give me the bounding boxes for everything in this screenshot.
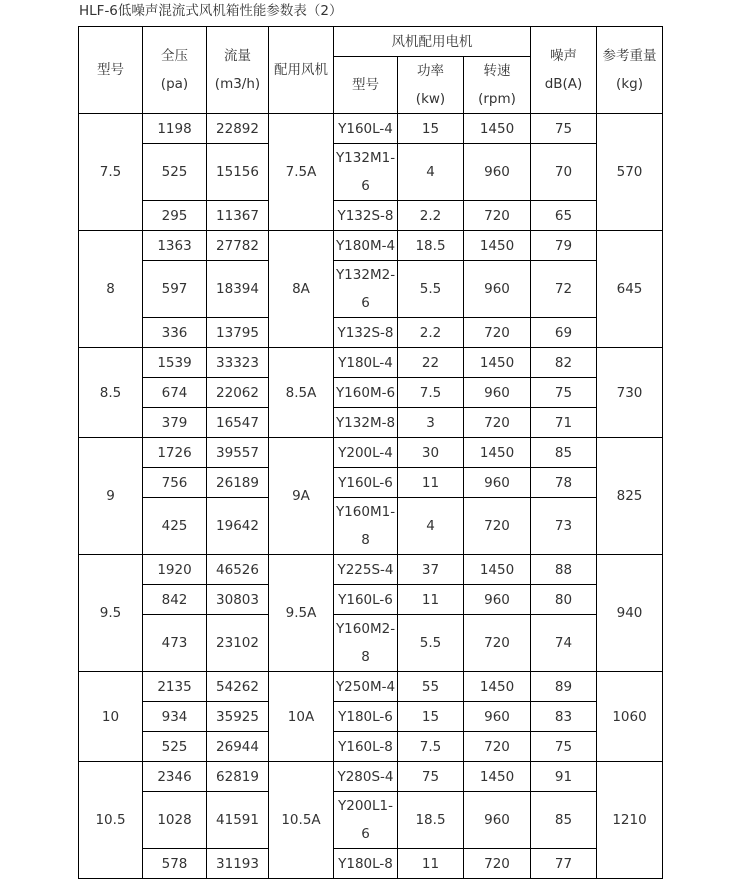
table-row — [79, 762, 663, 792]
cell-model: 10 — [79, 672, 143, 762]
cell-speed: 720 — [464, 408, 531, 438]
cell-pressure: 2346 — [143, 762, 207, 792]
cell-pressure: 1920 — [143, 555, 207, 585]
cell-motor-model: Y200L1-6 — [334, 792, 398, 849]
cell-fan: 8A — [269, 231, 334, 348]
cell-motor-model: Y180L-4 — [334, 348, 398, 378]
cell-speed: 720 — [464, 318, 531, 348]
header-fan: 配用风机 — [269, 27, 334, 114]
cell-flow: 19642 — [207, 498, 269, 555]
cell-fan: 10.5A — [269, 762, 334, 879]
cell-speed: 960 — [464, 792, 531, 849]
cell-noise: 79 — [531, 231, 597, 261]
cell-power: 11 — [398, 468, 464, 498]
cell-pressure: 336 — [143, 318, 207, 348]
cell-weight: 1210 — [597, 762, 663, 879]
table-row — [79, 672, 663, 702]
cell-speed: 960 — [464, 702, 531, 732]
cell-power: 11 — [398, 585, 464, 615]
cell-speed: 960 — [464, 261, 531, 318]
cell-power: 4 — [398, 144, 464, 201]
table-row — [79, 231, 663, 261]
header-speed: 转速 (rpm) — [464, 57, 531, 114]
cell-weight: 570 — [597, 114, 663, 231]
cell-speed: 720 — [464, 498, 531, 555]
page-title: HLF-6低噪声混流式风机箱性能参数表（2） — [79, 3, 343, 19]
table-row — [79, 378, 663, 408]
table-row — [79, 261, 663, 318]
cell-motor-model: Y160M2-8 — [334, 615, 398, 672]
cell-speed: 1450 — [464, 438, 531, 468]
cell-pressure: 1726 — [143, 438, 207, 468]
cell-speed: 1450 — [464, 672, 531, 702]
cell-motor-model: Y132M1-6 — [334, 144, 398, 201]
cell-power: 30 — [398, 438, 464, 468]
cell-flow: 18394 — [207, 261, 269, 318]
cell-motor-model: Y250M-4 — [334, 672, 398, 702]
cell-power: 5.5 — [398, 261, 464, 318]
table-row — [79, 849, 663, 879]
cell-noise: 85 — [531, 438, 597, 468]
table-row — [79, 114, 663, 144]
cell-speed: 720 — [464, 849, 531, 879]
cell-speed: 960 — [464, 468, 531, 498]
cell-noise: 75 — [531, 732, 597, 762]
cell-speed: 720 — [464, 201, 531, 231]
cell-flow: 33323 — [207, 348, 269, 378]
header-weight: 参考重量 (kg) — [597, 27, 663, 114]
table-row — [79, 318, 663, 348]
table-row — [79, 615, 663, 672]
table-row — [79, 555, 663, 585]
cell-motor-model: Y132M-8 — [334, 408, 398, 438]
cell-fan: 8.5A — [269, 348, 334, 438]
cell-motor-model: Y180M-4 — [334, 231, 398, 261]
header-motor-model: 型号 — [334, 57, 398, 114]
cell-weight: 730 — [597, 348, 663, 438]
cell-weight: 1060 — [597, 672, 663, 762]
cell-pressure: 934 — [143, 702, 207, 732]
cell-power: 37 — [398, 555, 464, 585]
cell-noise: 80 — [531, 585, 597, 615]
cell-flow: 15156 — [207, 144, 269, 201]
cell-speed: 960 — [464, 144, 531, 201]
cell-motor-model: Y200L-4 — [334, 438, 398, 468]
cell-motor-model: Y225S-4 — [334, 555, 398, 585]
cell-noise: 91 — [531, 762, 597, 792]
cell-noise: 77 — [531, 849, 597, 879]
cell-flow: 27782 — [207, 231, 269, 261]
cell-pressure: 1539 — [143, 348, 207, 378]
cell-speed: 960 — [464, 585, 531, 615]
cell-flow: 16547 — [207, 408, 269, 438]
cell-model: 7.5 — [79, 114, 143, 231]
cell-pressure: 525 — [143, 144, 207, 201]
cell-power: 2.2 — [398, 318, 464, 348]
table-row — [79, 498, 663, 555]
table-row — [79, 585, 663, 615]
cell-flow: 13795 — [207, 318, 269, 348]
cell-flow: 54262 — [207, 672, 269, 702]
cell-motor-model: Y160L-4 — [334, 114, 398, 144]
table-row — [79, 201, 663, 231]
cell-noise: 69 — [531, 318, 597, 348]
cell-flow: 41591 — [207, 792, 269, 849]
cell-speed: 1450 — [464, 348, 531, 378]
table-row — [79, 468, 663, 498]
cell-fan: 10A — [269, 672, 334, 762]
cell-flow: 62819 — [207, 762, 269, 792]
cell-noise: 72 — [531, 261, 597, 318]
performance-table — [78, 26, 663, 879]
cell-noise: 75 — [531, 378, 597, 408]
cell-fan: 9.5A — [269, 555, 334, 672]
cell-motor-model: Y160M-6 — [334, 378, 398, 408]
cell-pressure: 379 — [143, 408, 207, 438]
cell-fan: 9A — [269, 438, 334, 555]
table-row — [79, 144, 663, 201]
cell-speed: 720 — [464, 732, 531, 762]
cell-pressure: 525 — [143, 732, 207, 762]
cell-power: 75 — [398, 762, 464, 792]
cell-power: 3 — [398, 408, 464, 438]
cell-power: 4 — [398, 498, 464, 555]
cell-flow: 30803 — [207, 585, 269, 615]
cell-pressure: 1363 — [143, 231, 207, 261]
cell-motor-model: Y160L-6 — [334, 468, 398, 498]
cell-speed: 1450 — [464, 555, 531, 585]
cell-motor-model: Y280S-4 — [334, 762, 398, 792]
cell-model: 8 — [79, 231, 143, 348]
cell-power: 7.5 — [398, 732, 464, 762]
cell-power: 18.5 — [398, 792, 464, 849]
cell-power: 18.5 — [398, 231, 464, 261]
cell-pressure: 473 — [143, 615, 207, 672]
cell-pressure: 756 — [143, 468, 207, 498]
cell-pressure: 425 — [143, 498, 207, 555]
cell-power: 55 — [398, 672, 464, 702]
cell-power: 11 — [398, 849, 464, 879]
cell-pressure: 578 — [143, 849, 207, 879]
cell-noise: 75 — [531, 114, 597, 144]
cell-flow: 11367 — [207, 201, 269, 231]
cell-motor-model: Y180L-8 — [334, 849, 398, 879]
cell-noise: 83 — [531, 702, 597, 732]
cell-noise: 85 — [531, 792, 597, 849]
header-power: 功率 (kw) — [398, 57, 464, 114]
table-header — [79, 27, 663, 114]
cell-speed: 720 — [464, 615, 531, 672]
cell-noise: 88 — [531, 555, 597, 585]
cell-flow: 35925 — [207, 702, 269, 732]
cell-pressure: 842 — [143, 585, 207, 615]
header-model: 型号 — [79, 27, 143, 114]
cell-flow: 22892 — [207, 114, 269, 144]
cell-model: 8.5 — [79, 348, 143, 438]
cell-model: 9 — [79, 438, 143, 555]
header-pressure: 全压 (pa) — [143, 27, 207, 114]
cell-weight: 645 — [597, 231, 663, 348]
cell-pressure: 674 — [143, 378, 207, 408]
cell-flow: 46526 — [207, 555, 269, 585]
cell-model: 9.5 — [79, 555, 143, 672]
cell-flow: 39557 — [207, 438, 269, 468]
cell-speed: 1450 — [464, 114, 531, 144]
cell-flow: 23102 — [207, 615, 269, 672]
table-row — [79, 438, 663, 468]
cell-power: 15 — [398, 702, 464, 732]
cell-fan: 7.5A — [269, 114, 334, 231]
cell-motor-model: Y132S-8 — [334, 318, 398, 348]
cell-power: 15 — [398, 114, 464, 144]
cell-speed: 960 — [464, 378, 531, 408]
cell-motor-model: Y160M1-8 — [334, 498, 398, 555]
table-row — [79, 348, 663, 378]
cell-flow: 26944 — [207, 732, 269, 762]
cell-motor-model: Y180L-6 — [334, 702, 398, 732]
cell-pressure: 597 — [143, 261, 207, 318]
cell-noise: 70 — [531, 144, 597, 201]
cell-noise: 89 — [531, 672, 597, 702]
cell-noise: 73 — [531, 498, 597, 555]
table-body — [79, 114, 663, 879]
cell-noise: 74 — [531, 615, 597, 672]
cell-noise: 78 — [531, 468, 597, 498]
cell-power: 7.5 — [398, 378, 464, 408]
cell-motor-model: Y160L-8 — [334, 732, 398, 762]
cell-motor-model: Y132M2-6 — [334, 261, 398, 318]
cell-noise: 71 — [531, 408, 597, 438]
cell-pressure: 1198 — [143, 114, 207, 144]
table-row — [79, 732, 663, 762]
cell-speed: 1450 — [464, 231, 531, 261]
cell-model: 10.5 — [79, 762, 143, 879]
cell-weight: 825 — [597, 438, 663, 555]
cell-motor-model: Y160L-6 — [334, 585, 398, 615]
cell-flow: 22062 — [207, 378, 269, 408]
cell-pressure: 1028 — [143, 792, 207, 849]
table-row — [79, 408, 663, 438]
cell-power: 22 — [398, 348, 464, 378]
table-row — [79, 792, 663, 849]
cell-power: 5.5 — [398, 615, 464, 672]
cell-noise: 82 — [531, 348, 597, 378]
header-flow: 流量 (m3/h) — [207, 27, 269, 114]
header-motor-group: 风机配用电机 — [334, 27, 531, 57]
cell-power: 2.2 — [398, 201, 464, 231]
cell-noise: 65 — [531, 201, 597, 231]
cell-speed: 1450 — [464, 762, 531, 792]
cell-flow: 26189 — [207, 468, 269, 498]
header-noise: 噪声 dB(A) — [531, 27, 597, 114]
cell-weight: 940 — [597, 555, 663, 672]
cell-pressure: 295 — [143, 201, 207, 231]
cell-motor-model: Y132S-8 — [334, 201, 398, 231]
cell-flow: 31193 — [207, 849, 269, 879]
table-row — [79, 702, 663, 732]
cell-pressure: 2135 — [143, 672, 207, 702]
